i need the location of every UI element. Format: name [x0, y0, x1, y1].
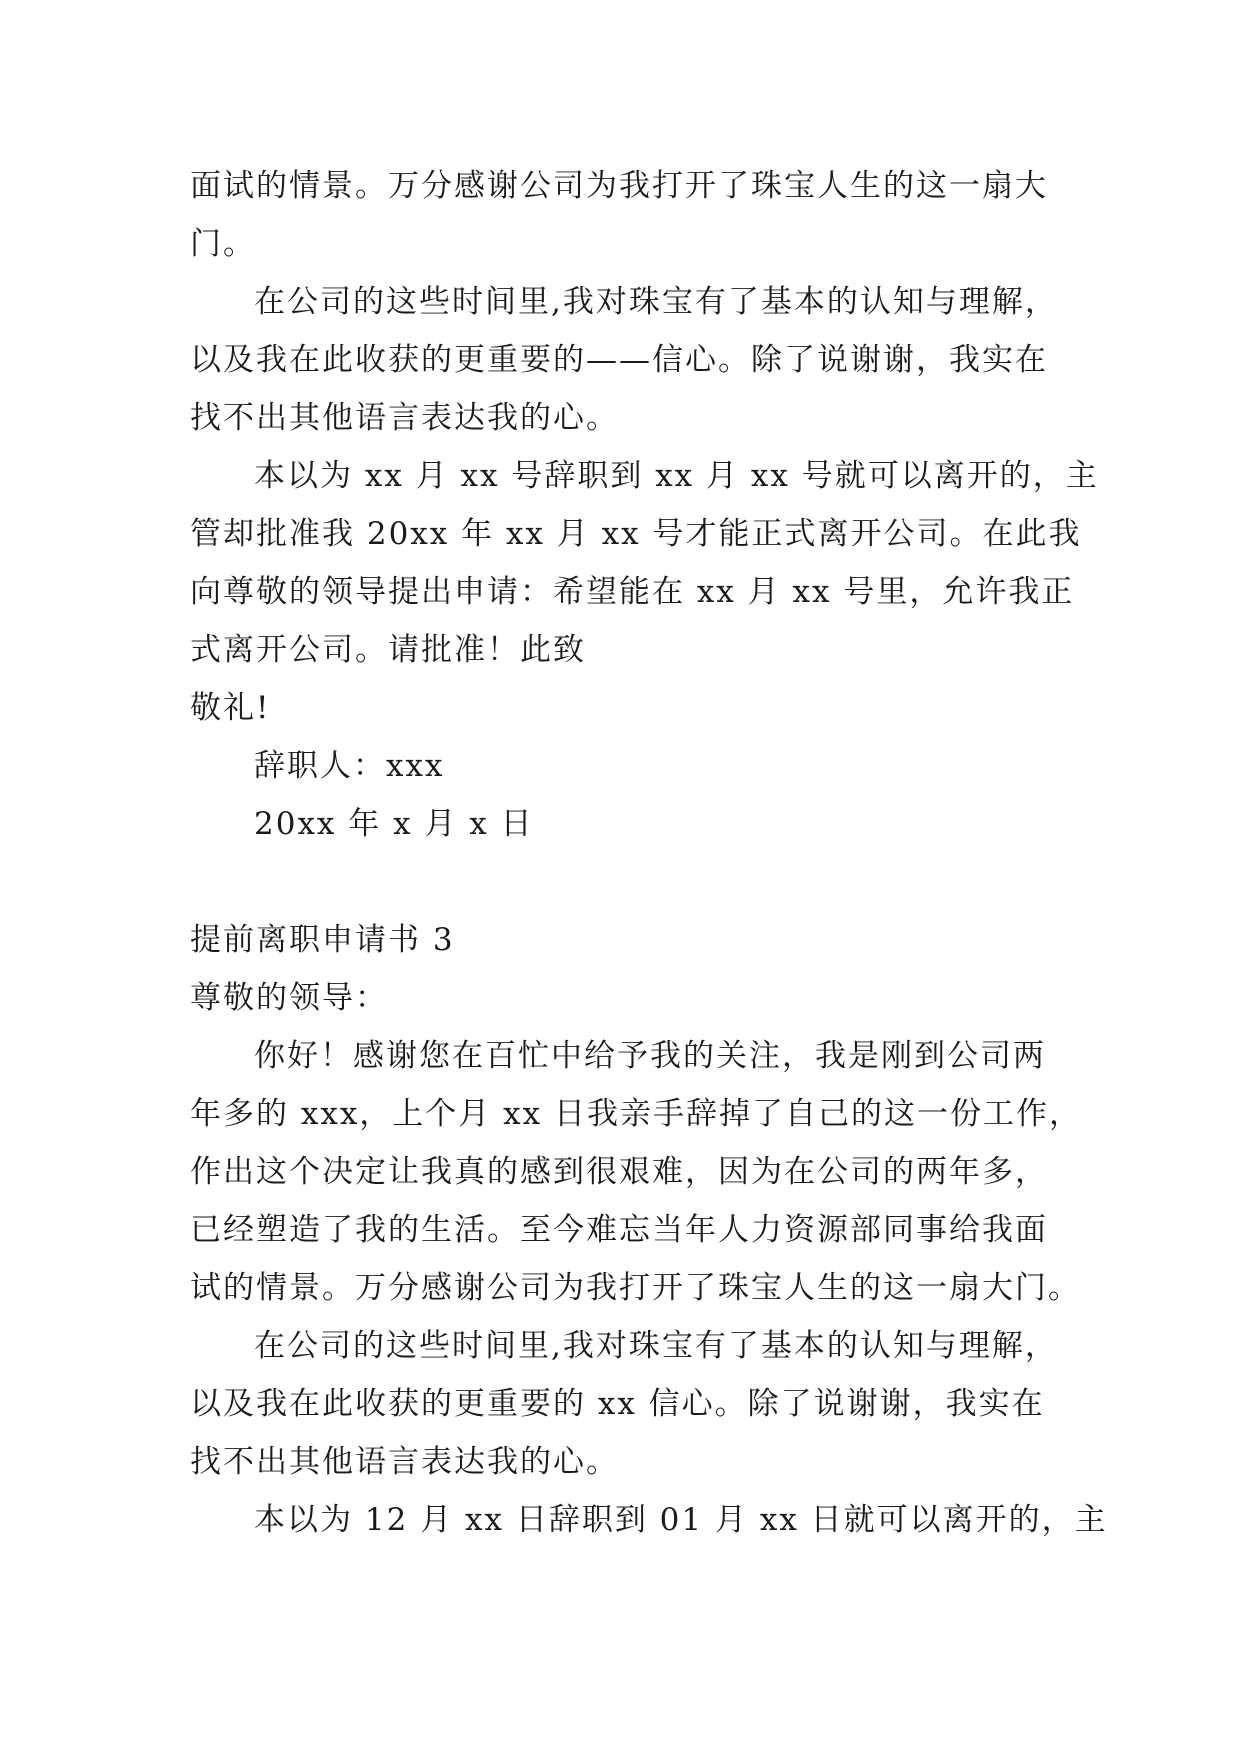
- paragraph-line: 式离开公司。请批准！此致: [190, 632, 586, 668]
- paragraph-line: 你好！感谢您在百忙中给予我的关注，我是刚到公司两: [254, 1038, 1046, 1074]
- paragraph-line: 在公司的这些时间里,我对珠宝有了基本的认知与理解，: [254, 284, 1058, 320]
- paragraph-line: 面试的情景。万分感谢公司为我打开了珠宝人生的这一扇大: [190, 168, 1048, 204]
- paragraph-line: 已经塑造了我的生活。至今难忘当年人力资源部同事给我面: [190, 1212, 1048, 1248]
- paragraph-line: 年多的 xxx，上个月 xx 日我亲手辞掉了自己的这一份工作，: [190, 1096, 1082, 1132]
- paragraph-line: 以及我在此收获的更重要的——信心。除了说谢谢，我实在: [190, 342, 1048, 378]
- paragraph-line: 找不出其他语言表达我的心。: [190, 400, 619, 436]
- date-line: 20xx 年 x 月 x 日: [254, 806, 534, 842]
- salutation: 尊敬的领导：: [190, 980, 388, 1016]
- paragraph-line: 管却批准我 20xx 年 xx 月 xx 号才能正式离开公司。在此我: [190, 516, 1082, 552]
- paragraph-line: 在公司的这些时间里,我对珠宝有了基本的认知与理解，: [254, 1328, 1058, 1364]
- signature-line: 辞职人：xxx: [254, 748, 445, 784]
- section-title: 提前离职申请书 3: [190, 922, 455, 958]
- paragraph-line: 作出这个决定让我真的感到很艰难，因为在公司的两年多，: [190, 1154, 1048, 1190]
- paragraph-line: 门。: [190, 226, 256, 262]
- paragraph-line: 本以为 12 月 xx 日辞职到 01 月 xx 日就可以离开的，主: [254, 1502, 1108, 1538]
- paragraph-line: 找不出其他语言表达我的心。: [190, 1444, 619, 1480]
- paragraph-line: 以及我在此收获的更重要的 xx 信心。除了说谢谢，我实在: [190, 1386, 1045, 1422]
- closing-line: 敬礼!: [190, 690, 271, 726]
- paragraph-line: 向尊敬的领导提出申请：希望能在 xx 月 xx 号里，允许我正: [190, 574, 1075, 610]
- paragraph-line: 本以为 xx 月 xx 号辞职到 xx 月 xx 号就可以离开的，主: [254, 458, 1099, 494]
- paragraph-line: 试的情景。万分感谢公司为我打开了珠宝人生的这一扇大门。: [190, 1270, 1081, 1306]
